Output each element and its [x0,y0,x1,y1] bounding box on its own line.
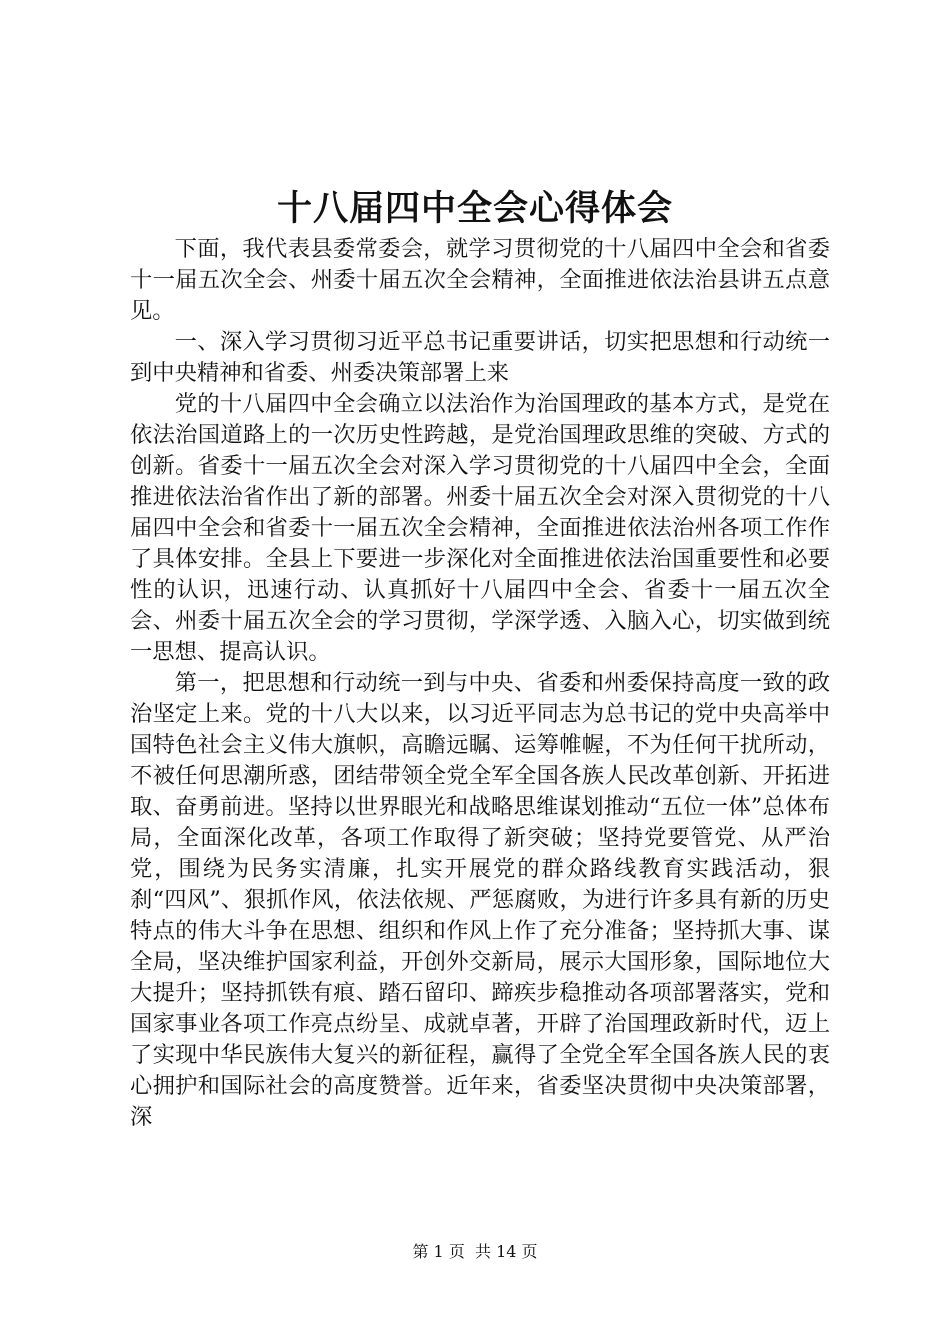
page-title: 十八届四中全会心得体会 [276,188,673,229]
page-number: 第 1 页 共 14 页 [412,1242,538,1261]
paragraph-intro: 下面，我代表县委常委会，就学习贯彻党的十八届四中全会和省委十一届五次全会、州委十届五次全会精神，全面推进依法治县讲五点意见。 [130,236,830,324]
page-footer [0,1240,950,1264]
section-heading: 一、深入学习贯彻习近平总书记重要讲话，切实把思想和行动统一到中央精神和省委、州委决策部署上来 [130,329,830,386]
document-body [130,234,830,1133]
paragraph-body: 党的十八届四中全会确立以法治作为治国理政的基本方式，是党在依法治国道路上的一次历史性跨越，是党治国理政思维的突破、方式的创新。省委十一届五次全会对深入学习贯彻党的十八届四中全会，全面推进依法治省作出了新的部署。州委十届五次全会对深入贯彻党的十八届四中全会和省委十一届五次全会精神，全面推进依法治州各项工作作了具体安排。全县上下要进一步深化对全面推进依法治国重要性和必要性的认识，迅速行动、认真抓好十八届四中全会、省委十一届五次全会、州委十届五次全会的学习贯彻，学深学透、入脑入心，切实做到统一思想、提高认识。 [130,391,830,665]
paragraph-body: 第一，把思想和行动统一到与中央、省委和州委保持高度一致的政治坚定上来。党的十八大以来，以习近平同志为总书记的党中央高举中国特色社会主义伟大旗帜，高瞻远瞩、运筹帷幄，不为任何干扰所动，不被任何思潮所惑，团结带领全党全军全国各族人民改革创新、开拓进取、奋勇前进。坚持以世界眼光和战略思维谋划推动“五位一体”总体布局，全面深化改革，各项工作取得了新突破；坚持党要管党、从严治党，围绕为民务实清廉，扎实开展党的群众路线教育实践活动，狠刹“四风”、狠抓作风，依法依规、严惩腐败，为进行许多具有新的历史特点的伟大斗争在思想、组织和作风上作了充分准备；坚持抓大事、谋全局，坚决维护国家利益，开创外交新局，展示大国形象，国际地位大大提升；坚持抓铁有痕、踏石留印、蹄疾步稳推动各项部署落实，党和国家事业各项工作亮点纷呈、成就卓著，开辟了治国理政新时代，迈上了实现中华民族伟大复兴的新征程，赢得了全党全军全国各族人民的衷心拥护和国际社会的高度赞誉。近年来，省委坚决贯彻中央决策部署，深 [130,670,830,1130]
